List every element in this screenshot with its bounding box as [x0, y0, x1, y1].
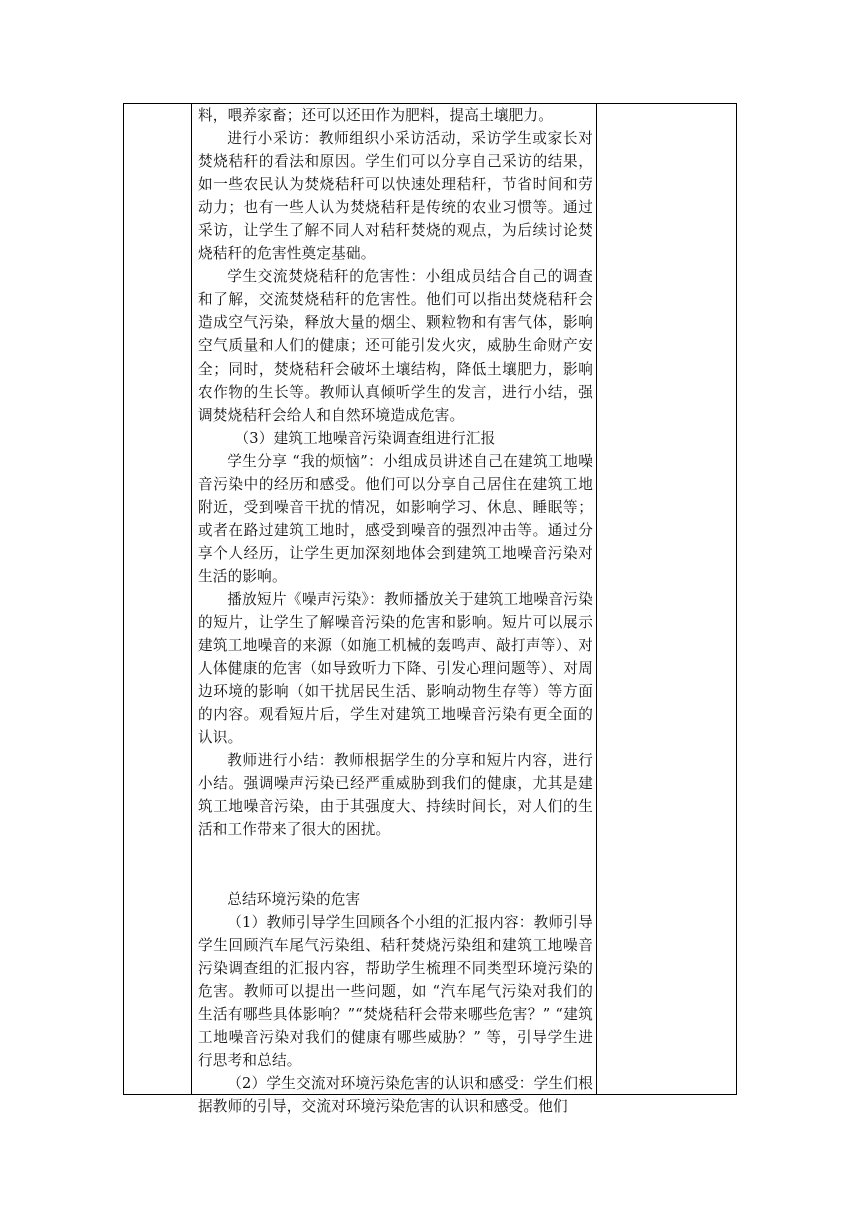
- paragraph-interview: 进行小采访：教师组织小采访活动，采访学生或家长对焚烧秸秆的看法和原因。学生们可以分享自己采访的结果，如一些农民认为焚烧秸秆可以快速处理秸秆，节省时间和劳动力；也有一些人认为焚烧秸秆是传统的农业习惯等。通过采访，让学生了解不同人对秸秆焚烧的观点，为后续讨论焚烧秸秆的危害性奠定基础。: [198, 130, 593, 263]
- paragraph-my-trouble: 学生分享 “我的烦恼”：小组成员讲述自己在建筑工地噪音污染中的经历和感受。他们可以分享自己居住在建筑工地附近，受到噪音干扰的情况，如影响学习、休息、睡眠等；或者在路过建筑工地时，感受到噪音的强烈冲击等。通过分享个人经历，让学生更加深刻地体会到建筑工地噪音污染对生活的影响。: [198, 452, 593, 585]
- heading-summarize-hazards: 总结环境污染的危害: [227, 890, 361, 908]
- paragraph-straw-burning-harm: 学生交流焚烧秸秆的危害性：小组成员结合自己的调查和了解，交流焚烧秸秆的危害性。他们可以指出焚烧秸秆会造成空气污染，释放大量的烟尘、颗粒物和有害气体，影响空气质量和人们的健康；还可能引发火灾，威胁生命财产安全；同时，焚烧秸秆会破坏土壤结构，降低土壤肥力，影响农作物的生长等。教师认真倾听学生的发言，进行小结，强调焚烧秸秆会给人和自然环境造成危害。: [198, 268, 593, 424]
- paragraph-continuation: 料，喂养家畜；还可以还田作为肥料，提高土壤肥力。: [198, 107, 554, 124]
- paragraph-student-exchange: （2）学生交流对环境污染危害的认识和感受：学生们根据教师的引导，交流对环境污染危害的认识和感受。他们: [198, 1074, 593, 1115]
- heading-construction-noise-group: （3）建筑工地噪音污染调查组进行汇报: [234, 429, 496, 447]
- paragraph-noise-video: 播放短片《噪声污染》：教师播放关于建筑工地噪音污染的短片，让学生了解噪音污染的危害和影响。短片可以展示建筑工地噪音的来源（如施工机械的轰鸣声、敲打声等）、对人体健康的危害（如导致听力下降、引发心理问题等）、对周边环境的影响（如干扰居民生活、影响动物生存等）等方面的内容。观看短片后，学生对建筑工地噪音污染有更全面的认识。: [198, 590, 593, 747]
- content-column-cell: [192, 104, 597, 1115]
- paragraph-teacher-summary: 教师进行小结：教师根据学生的分享和短片内容，进行小结。强调噪声污染已经严重威胁到我们的健康，尤其是建筑工地噪音污染，由于其强度大、持续时间长，对人们的生活和工作带来了很大的困扰。: [198, 752, 593, 839]
- paragraph-review-reports: （1）教师引导学生回顾各个小组的汇报内容：教师引导学生回顾汽车尾气污染组、秸秆焚烧污染组和建筑工地噪音污染调查组的汇报内容，帮助学生梳理不同类型环境污染的危害。教师可以提出一些问题，如 “汽车尾气污染对我们的生活有哪些具体影响？”“焚烧秸秆会带来哪些危害？” “建筑工地噪音污染对我们的健康有哪些威胁？” 等，引导学生进行思考和总结。: [198, 913, 593, 1069]
- right-column-cell: [597, 104, 736, 1094]
- lesson-plan-table: [123, 103, 737, 1115]
- blank-spacing: [198, 842, 593, 888]
- left-column-cell: [124, 104, 192, 1094]
